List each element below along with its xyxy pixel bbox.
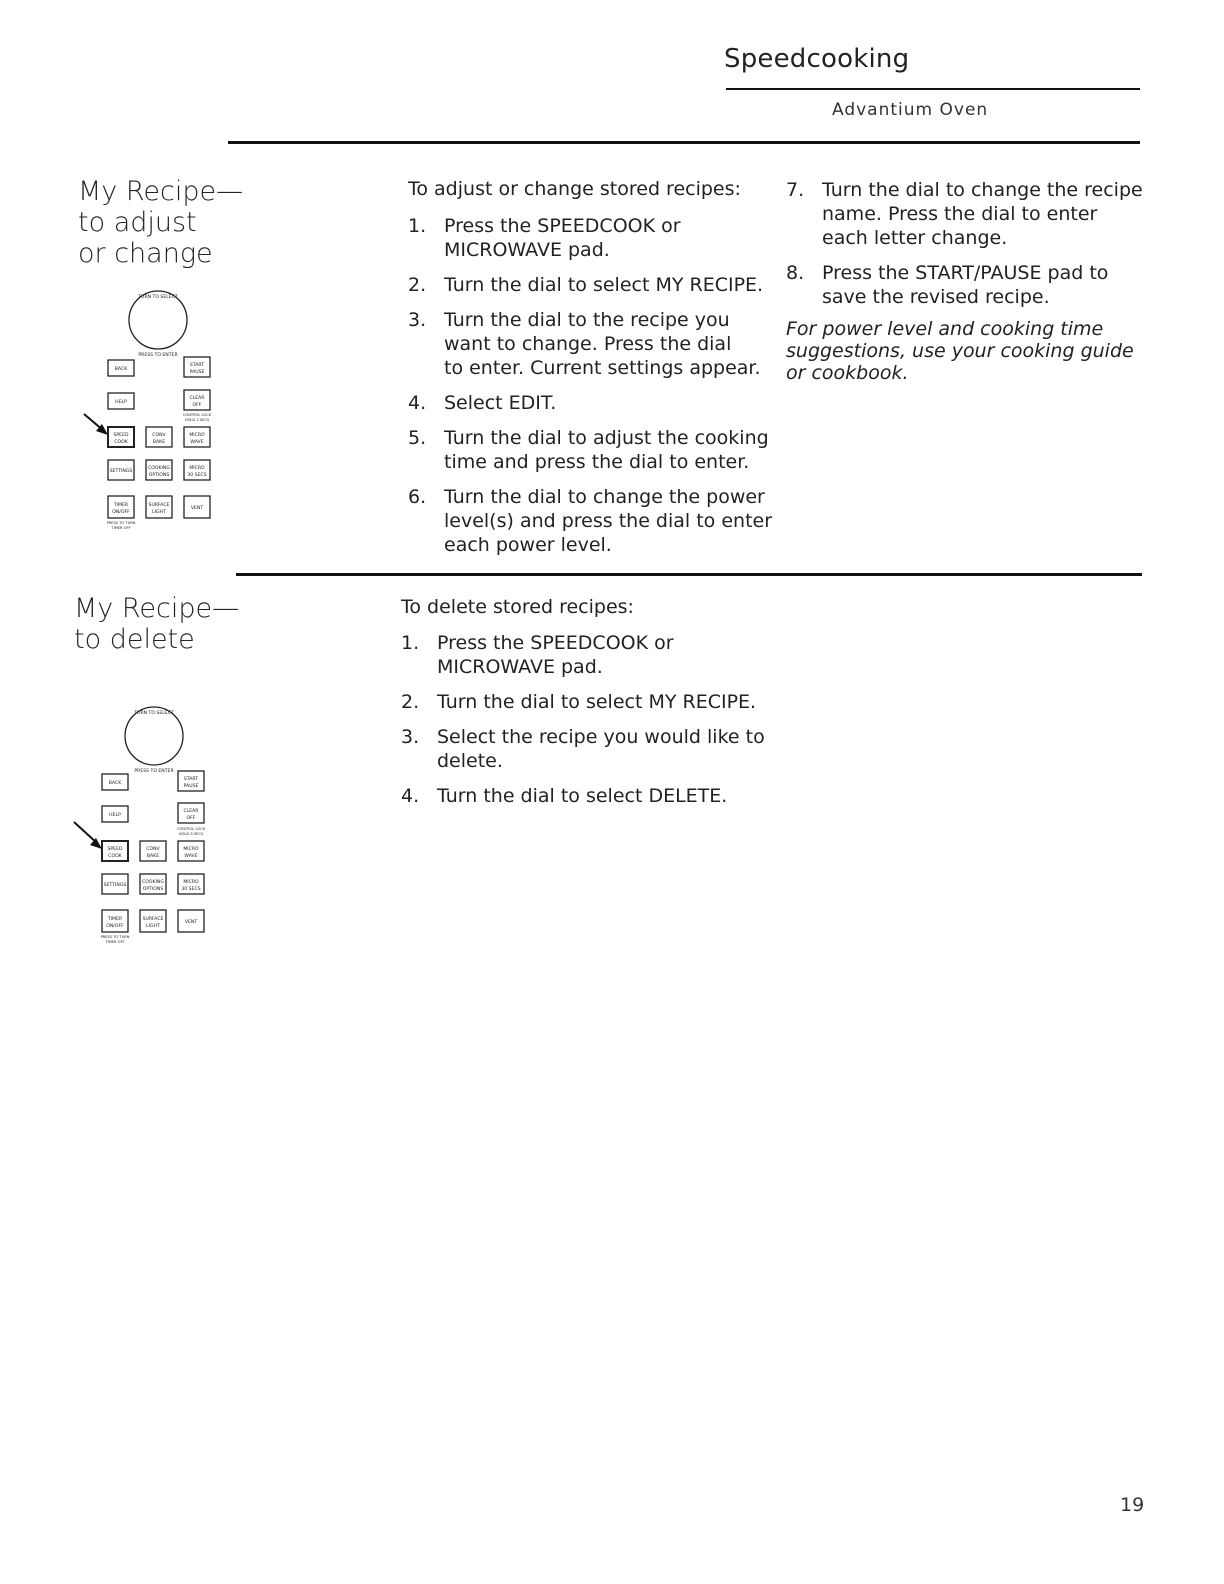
key-wave-label: WAVE xyxy=(190,440,204,445)
keypad-illustration xyxy=(78,288,238,548)
key-conv-label: CONV xyxy=(152,433,166,438)
page-header-subtitle: Advantium Oven xyxy=(832,100,989,120)
key-back-label: BACK xyxy=(114,367,128,372)
step-number: 8. xyxy=(786,262,805,284)
key-pause-label: PAUSE xyxy=(189,370,205,375)
key-cook-label: COOK xyxy=(108,854,122,859)
key-surface-label: SURFACE xyxy=(142,917,164,922)
step-number: 4. xyxy=(408,392,427,414)
key-timer-label: TIMER xyxy=(107,917,123,922)
list-item xyxy=(786,178,1146,250)
list-item xyxy=(408,214,778,262)
key-micro30-label: MICRO xyxy=(183,880,199,885)
step-text: to enter. Current settings appear. xyxy=(444,357,761,379)
key-vent-label: VENT xyxy=(184,920,198,925)
key-clear-label: CLEAR xyxy=(189,396,205,401)
step-text: Press the SPEEDCOOK or xyxy=(437,632,674,654)
step-text: Turn the dial to change the power xyxy=(444,486,765,508)
key-wave-label: WAVE xyxy=(184,854,198,859)
step-text: MICROWAVE pad. xyxy=(444,239,610,261)
key-timer-label: TIMER xyxy=(113,503,129,508)
section-title-line: to delete xyxy=(74,624,195,655)
step-number: 2. xyxy=(401,691,420,713)
keypad-diagram-adjust xyxy=(78,288,238,548)
step-text: Press the SPEEDCOOK or xyxy=(444,215,681,237)
step-text: delete. xyxy=(437,750,503,772)
list-item xyxy=(401,784,781,808)
steps-list-adjust-continued xyxy=(786,178,1146,320)
keypad-diagram-delete xyxy=(72,704,232,964)
key-secs30-label: 30 SECS xyxy=(181,887,201,892)
section-title-line: My Recipe— xyxy=(78,176,244,207)
key-settings-label: SETTINGS xyxy=(109,469,133,474)
step-text: time and press the dial to enter. xyxy=(444,451,750,473)
key-back-label: BACK xyxy=(108,781,122,786)
step-text: Turn the dial to adjust the cooking xyxy=(444,427,769,449)
section-title-delete xyxy=(74,593,239,655)
step-text: Turn the dial to change the recipe xyxy=(822,179,1143,201)
cooking-note xyxy=(786,318,1134,384)
key-onoff-label: ON/OFF xyxy=(112,510,130,515)
key-micro30-label: MICRO xyxy=(189,466,205,471)
key-timer-off-label: TIMER OFF xyxy=(105,940,125,944)
step-text: level(s) and press the dial to enter xyxy=(444,510,773,532)
list-item xyxy=(401,631,781,679)
key-conv-label: CONV xyxy=(146,847,160,852)
page-header-title: Speedcooking xyxy=(724,44,910,74)
section-divider-middle xyxy=(236,573,1142,576)
step-text: Press the START/PAUSE pad to xyxy=(822,262,1109,284)
note-line: For power level and cooking time xyxy=(786,318,1104,340)
key-cooking-label: COOKING xyxy=(148,466,170,471)
section-intro-adjust: To adjust or change stored recipes: xyxy=(408,178,741,200)
step-number: 3. xyxy=(408,309,427,331)
key-control-lock-label: CONTROL LOCK xyxy=(182,413,212,417)
key-help-label: HELP xyxy=(115,400,127,405)
step-text: Turn the dial to select DELETE. xyxy=(437,785,728,807)
step-text: Select EDIT. xyxy=(444,392,557,414)
key-surface-label: SURFACE xyxy=(148,503,170,508)
steps-list-delete xyxy=(401,631,781,819)
key-hold-label: HOLD 3 SECS xyxy=(184,418,210,422)
note-line: suggestions, use your cooking guide xyxy=(786,340,1134,362)
key-timer-off-label: TIMER OFF xyxy=(111,526,131,530)
arrow-icon xyxy=(84,414,108,435)
key-micro-label: MICRO xyxy=(189,433,205,438)
key-options-label: OPTIONS xyxy=(142,887,164,892)
key-help-label: HELP xyxy=(109,813,121,818)
step-text: Turn the dial to the recipe you xyxy=(444,309,730,331)
section-title-line: or change xyxy=(78,238,213,269)
key-onoff-label: ON/OFF xyxy=(106,924,124,929)
key-light-label: LIGHT xyxy=(146,924,160,929)
key-off-label: OFF xyxy=(192,403,202,408)
list-item xyxy=(401,725,781,773)
step-text: Select the recipe you would like to xyxy=(437,726,765,748)
header-rule xyxy=(726,88,1140,90)
key-options-label: OPTIONS xyxy=(148,473,170,478)
dial-bottom-label: PRESS TO ENTER xyxy=(138,353,178,358)
step-number: 6. xyxy=(408,486,427,508)
key-off-label: OFF xyxy=(186,816,196,821)
dial-top-label: TURN TO SELECT xyxy=(134,711,174,716)
key-press-turn-label: PRESS TO TURN xyxy=(106,521,136,525)
step-text: MICROWAVE pad. xyxy=(437,656,603,678)
step-text: Turn the dial to select MY RECIPE. xyxy=(437,691,757,713)
key-secs30-label: 30 SECS xyxy=(187,473,207,478)
step-text: name. Press the dial to enter xyxy=(822,203,1098,225)
step-number: 2. xyxy=(408,274,427,296)
list-item xyxy=(786,261,1146,309)
key-cooking-label: COOKING xyxy=(142,880,164,885)
list-item xyxy=(408,273,778,297)
key-hold-label: HOLD 3 SECS xyxy=(178,832,204,836)
section-title-line: My Recipe— xyxy=(74,593,240,624)
step-text: Turn the dial to select MY RECIPE. xyxy=(444,274,764,296)
step-text: save the revised recipe. xyxy=(822,286,1050,308)
list-item xyxy=(401,690,781,714)
section-intro-delete: To delete stored recipes: xyxy=(401,596,634,618)
dial-top-label: TURN TO SELECT xyxy=(138,295,178,300)
note-line: or cookbook. xyxy=(786,362,909,384)
step-number: 5. xyxy=(408,427,427,449)
section-divider-top xyxy=(228,141,1140,144)
key-start-label: START xyxy=(189,363,205,368)
key-start-label: START xyxy=(183,777,199,782)
step-number: 3. xyxy=(401,726,420,748)
page-number: 19 xyxy=(1120,1494,1145,1516)
key-light-label: LIGHT xyxy=(152,510,166,515)
section-title-adjust xyxy=(78,176,243,269)
step-number: 4. xyxy=(401,785,420,807)
key-vent-label: VENT xyxy=(190,506,204,511)
key-pause-label: PAUSE xyxy=(183,784,199,789)
key-control-lock-label: CONTROL LOCK xyxy=(176,827,206,831)
key-speed-label: SPEED xyxy=(107,847,123,852)
key-speed-label: SPEED xyxy=(113,433,129,438)
section-title-line: to adjust xyxy=(78,207,197,238)
step-number: 7. xyxy=(786,179,805,201)
key-cook-label: COOK xyxy=(114,440,128,445)
key-bake-label: BAKE xyxy=(146,854,160,859)
arrow-icon xyxy=(74,822,102,849)
key-press-turn-label: PRESS TO TURN xyxy=(100,935,130,939)
step-text: each power level. xyxy=(444,534,612,556)
step-number: 1. xyxy=(401,632,420,654)
list-item xyxy=(408,391,778,415)
keypad-illustration xyxy=(72,704,232,964)
key-settings-label: SETTINGS xyxy=(103,883,127,888)
step-text: each letter change. xyxy=(822,227,1008,249)
key-micro-label: MICRO xyxy=(183,847,199,852)
list-item xyxy=(408,485,778,557)
key-clear-label: CLEAR xyxy=(183,809,199,814)
steps-list-adjust xyxy=(408,214,778,568)
step-text: want to change. Press the dial xyxy=(444,333,732,355)
list-item xyxy=(408,308,778,380)
key-bake-label: BAKE xyxy=(152,440,166,445)
dial-bottom-label: PRESS TO ENTER xyxy=(134,769,174,774)
step-number: 1. xyxy=(408,215,427,237)
list-item xyxy=(408,426,778,474)
